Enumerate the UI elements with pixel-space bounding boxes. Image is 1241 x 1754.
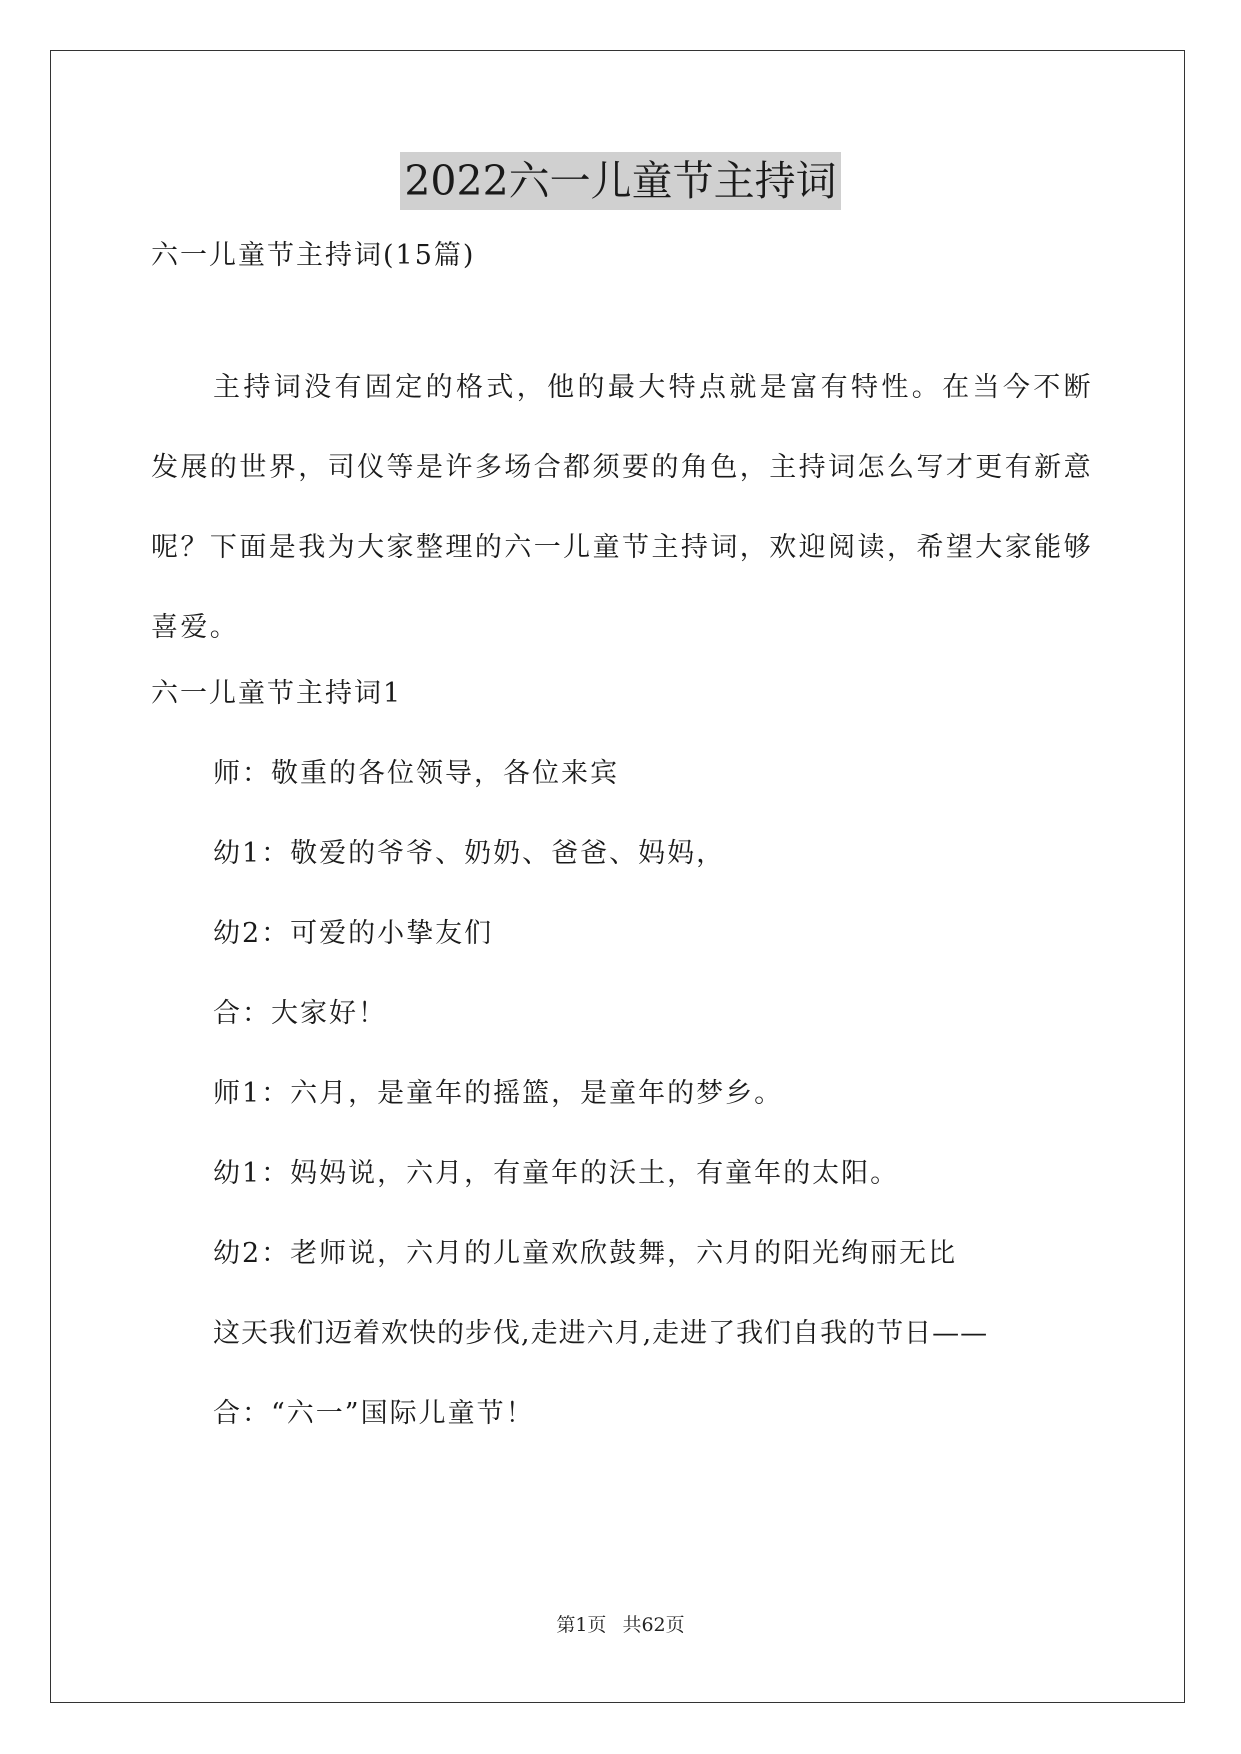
- page-border: [50, 50, 1185, 1703]
- dialogue-line: 幼2：可爱的小挚友们: [213, 918, 494, 949]
- dialogue-line: 师：敬重的各位领导，各位来宾: [213, 758, 619, 789]
- dialogue-line: 幼1：敬爱的爷爷、奶奶、爸爸、妈妈，: [213, 838, 726, 869]
- intro-paragraph: 主持词没有固定的格式，他的最大特点就是富有特性。在当今不断发展的世界，司仪等是许多场合都须要的角色，主持词怎么写才更有新意呢？下面是我为大家整理的六一儿童节主持词，欢迎阅读，希望大家能够喜爱。: [151, 372, 1093, 643]
- title-container: [0, 152, 1241, 210]
- dialogue-line: 合：“六一”国际儿童节！: [213, 1398, 535, 1429]
- document-subtitle: 六一儿童节主持词(15篇): [151, 240, 476, 271]
- dialogue-line: 师1：六月，是童年的摇篮，是童年的梦乡。: [213, 1078, 784, 1109]
- dialogue-line: 合：大家好！: [213, 998, 387, 1029]
- page-total: 共62页: [622, 1614, 685, 1636]
- section-heading: 六一儿童节主持词1: [151, 678, 403, 709]
- dialogue-line: 幼2：老师说，六月的儿童欢欣鼓舞，六月的阳光绚丽无比: [213, 1238, 958, 1269]
- page-footer: [0, 1612, 1241, 1638]
- document-title: 2022六一儿童节主持词: [400, 152, 840, 210]
- dialogue-line: 这天我们迈着欢快的步伐,走进六月,走进了我们自我的节日——: [213, 1318, 989, 1349]
- dialogue-line: 幼1：妈妈说，六月，有童年的沃土，有童年的太阳。: [213, 1158, 900, 1189]
- page-number: 第1页: [556, 1614, 607, 1636]
